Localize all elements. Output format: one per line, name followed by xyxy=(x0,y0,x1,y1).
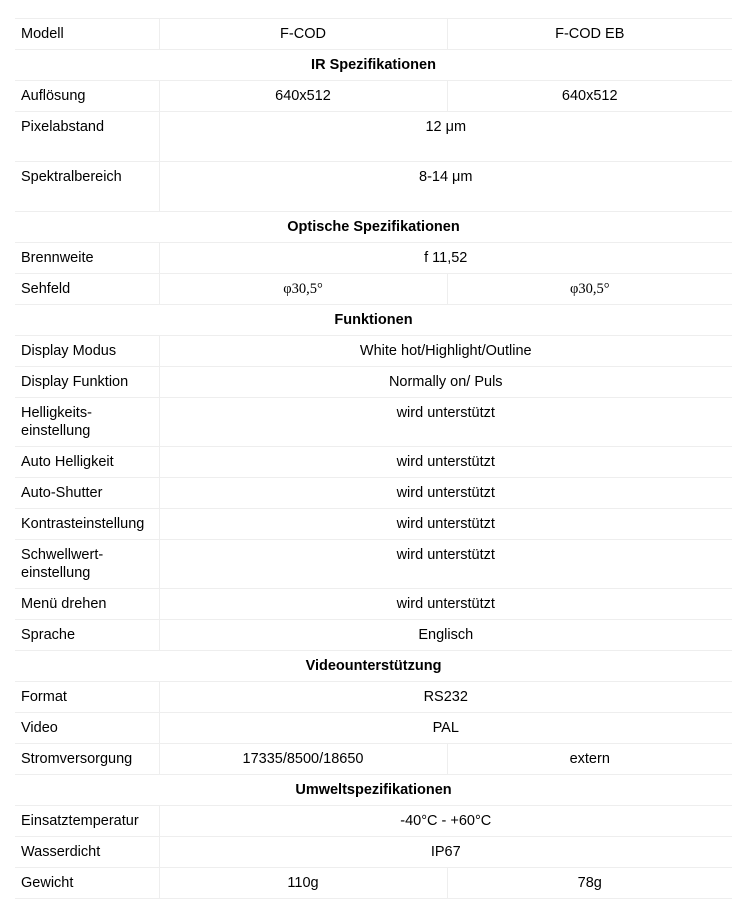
row-label: Stromversorgung xyxy=(15,744,159,775)
section-functions xyxy=(15,305,732,336)
row-label: Modell xyxy=(15,19,159,50)
row-label: Kontrasteinstellung xyxy=(15,509,159,540)
value-model-1: 640x512 xyxy=(159,81,447,112)
row-label: Format xyxy=(15,682,159,713)
row-label: Menü drehen xyxy=(15,589,159,620)
value-shared: Normally on/ Puls xyxy=(159,367,732,398)
row-auto-brightness xyxy=(15,447,732,478)
section-video xyxy=(15,651,732,682)
section-heading: Optische Spezifikationen xyxy=(15,212,732,243)
row-fov xyxy=(15,274,732,305)
value-shared: Englisch xyxy=(159,620,732,651)
row-model xyxy=(15,19,732,50)
row-label: Wasserdicht xyxy=(15,837,159,868)
row-display-mode xyxy=(15,336,732,367)
row-spectral xyxy=(15,162,732,212)
value-shared: wird unterstützt xyxy=(159,509,732,540)
value-shared: wird unterstützt xyxy=(159,540,732,589)
row-brightness xyxy=(15,398,732,447)
row-label: Auto-Shutter xyxy=(15,478,159,509)
row-label: Brennweite xyxy=(15,243,159,274)
row-label-line-1: Helligkeits- xyxy=(21,405,92,421)
row-menu-rotate xyxy=(15,589,732,620)
value-shared: f 11,52 xyxy=(159,243,732,274)
row-weight xyxy=(15,868,732,899)
section-ir xyxy=(15,50,732,81)
value-model-2: 640x512 xyxy=(447,81,732,112)
model-2-name: F-COD EB xyxy=(447,19,732,50)
row-label: Einsatztemperatur xyxy=(15,806,159,837)
value-shared: wird unterstützt xyxy=(159,478,732,509)
row-format xyxy=(15,682,732,713)
row-label xyxy=(15,540,159,589)
section-optical xyxy=(15,212,732,243)
value-shared: 8-14 μm xyxy=(159,162,732,212)
value-shared: wird unterstützt xyxy=(159,447,732,478)
row-label-line-2: einstellung xyxy=(21,423,91,439)
row-label: Pixelabstand xyxy=(15,112,159,162)
value-shared: PAL xyxy=(159,713,732,744)
row-label-line-1: Schwellwert- xyxy=(21,547,104,563)
row-label: Sprache xyxy=(15,620,159,651)
row-label: Sehfeld xyxy=(15,274,159,305)
row-auto-shutter xyxy=(15,478,732,509)
model-1-name: F-COD xyxy=(159,19,447,50)
row-threshold xyxy=(15,540,732,589)
row-label: Auto Helligkeit xyxy=(15,447,159,478)
value-shared: RS232 xyxy=(159,682,732,713)
value-model-1: φ30,5° xyxy=(159,274,447,305)
value-model-2: 78g xyxy=(447,868,732,899)
section-heading: Videounterstützung xyxy=(15,651,732,682)
value-shared: 12 μm xyxy=(159,112,732,162)
row-waterproof xyxy=(15,837,732,868)
row-display-function xyxy=(15,367,732,398)
row-label xyxy=(15,398,159,447)
section-heading: Umweltspezifikationen xyxy=(15,775,732,806)
section-heading: IR Spezifikationen xyxy=(15,50,732,81)
value-model-1: 110g xyxy=(159,868,447,899)
value-shared: White hot/Highlight/Outline xyxy=(159,336,732,367)
row-pixel-pitch xyxy=(15,112,732,162)
value-shared: -40°C - +60°C xyxy=(159,806,732,837)
row-power xyxy=(15,744,732,775)
row-temperature xyxy=(15,806,732,837)
row-resolution xyxy=(15,81,732,112)
row-video xyxy=(15,713,732,744)
row-label-line-2: einstellung xyxy=(21,565,91,581)
section-heading: Funktionen xyxy=(15,305,732,336)
row-label: Spektralbereich xyxy=(15,162,159,212)
row-contrast xyxy=(15,509,732,540)
value-shared: wird unterstützt xyxy=(159,589,732,620)
row-language xyxy=(15,620,732,651)
value-model-2: extern xyxy=(447,744,732,775)
value-shared: IP67 xyxy=(159,837,732,868)
row-label: Auflösung xyxy=(15,81,159,112)
row-label: Gewicht xyxy=(15,868,159,899)
section-environment xyxy=(15,775,732,806)
spec-table xyxy=(15,18,732,899)
value-model-1: 17335/8500/18650 xyxy=(159,744,447,775)
row-label: Video xyxy=(15,713,159,744)
value-model-2: φ30,5° xyxy=(447,274,732,305)
value-shared: wird unterstützt xyxy=(159,398,732,447)
row-focal xyxy=(15,243,732,274)
row-label: Display Funktion xyxy=(15,367,159,398)
row-label: Display Modus xyxy=(15,336,159,367)
